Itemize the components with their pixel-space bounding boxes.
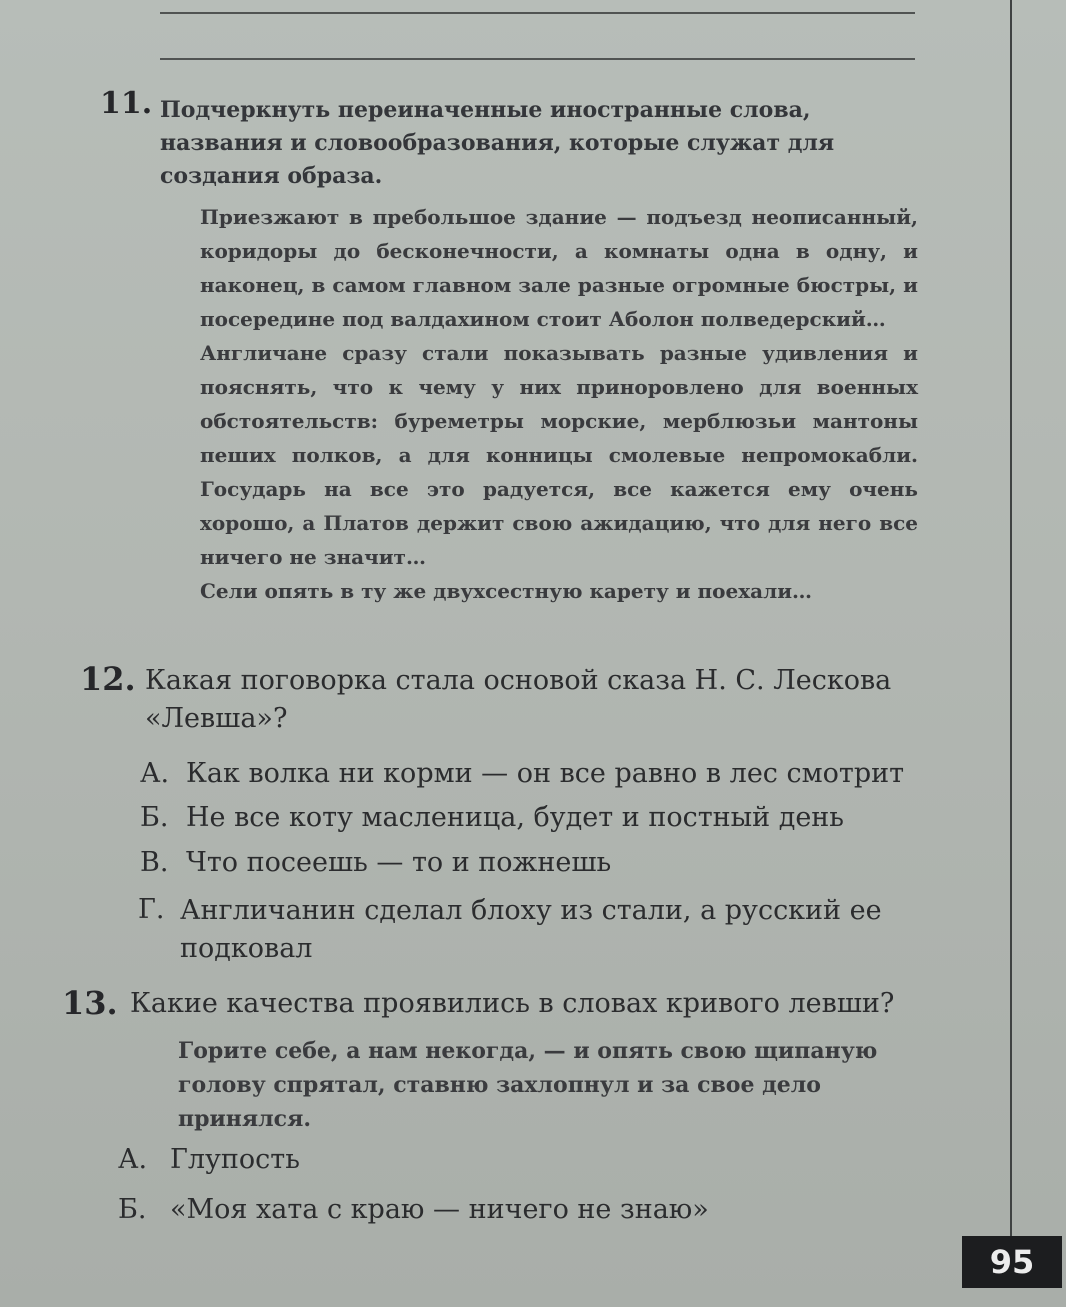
answer-line <box>160 12 915 14</box>
margin-rule <box>1010 0 1012 1238</box>
option-text: Не все коту масленица, будет и постный день <box>186 802 845 833</box>
prompt-line: Какая поговорка стала основой сказа Н. С. Лескова <box>145 665 892 696</box>
option-letter: В. <box>140 847 169 878</box>
option-text: Как волка ни корми — он все равно в лес смотрит <box>186 758 905 789</box>
prompt-line: названия и словообразования, которые служат для <box>160 130 835 156</box>
prompt-line: Подчеркнуть переиначенные иностранные слова, <box>160 97 811 123</box>
answer-line <box>160 58 915 60</box>
question-prompt <box>145 662 935 738</box>
option-text: Что посеешь — то и пожнешь <box>186 847 612 878</box>
answer-option-g <box>138 892 948 968</box>
prompt-line: «Левша»? <box>145 703 288 734</box>
excerpt-paragraph: Сели опять в ту же двухсестную карету и поехали… <box>200 579 813 603</box>
excerpt-paragraph: Англичане сразу стали показывать разные удивления и пояснять, что к чему у них приноровлено для военных обстоятельств: буреметры морские, мерблюзьи мантоны пеших полков, а для конницы смолевые непромокабли. Государь на все это радуется, все кажется ему очень хорошо, а Платов держит свою ажидацию, что для него все ничего не значит… <box>200 341 918 569</box>
option-letter: Г. <box>138 894 165 925</box>
question-number: 11. <box>100 86 153 121</box>
answer-option-b <box>118 1192 918 1229</box>
option-text: Глупость <box>170 1144 300 1175</box>
question-number: 13. <box>62 984 118 1022</box>
literary-excerpt: Горите себе, а нам некогда, — и опять свою щипаную голову спрятал, ставню захлопнул и за свое дело принялся. <box>178 1038 878 1132</box>
question-number: 12. <box>80 660 136 698</box>
answer-option-a <box>118 1142 918 1179</box>
page-number: 95 <box>962 1236 1062 1288</box>
answer-option-v <box>140 845 950 882</box>
option-text: Англичанин сделал блоху из стали, а русский ее подковал <box>180 895 882 964</box>
question-prompt <box>160 94 920 193</box>
option-letter: А. <box>140 758 170 789</box>
answer-option-b <box>140 800 950 837</box>
excerpt-paragraph: Приезжают в пребольшое здание — подъезд неописанный, коридоры до бесконечности, а комнаты одна в одну, и наконец, в самом главном зале разные огромные бюстры, и посередине под валдахином стоит Аболон полведерский… <box>200 205 918 331</box>
answer-option-a <box>140 756 950 793</box>
option-letter: А. <box>118 1144 148 1175</box>
option-text: «Моя хата с краю — ничего не знаю» <box>170 1194 709 1225</box>
question-prompt: Какие качества проявились в словах кривого левши? <box>130 988 895 1019</box>
literary-excerpt <box>200 200 918 608</box>
option-letter: Б. <box>118 1194 147 1225</box>
prompt-line: создания образа. <box>160 163 383 189</box>
option-letter: Б. <box>140 802 169 833</box>
